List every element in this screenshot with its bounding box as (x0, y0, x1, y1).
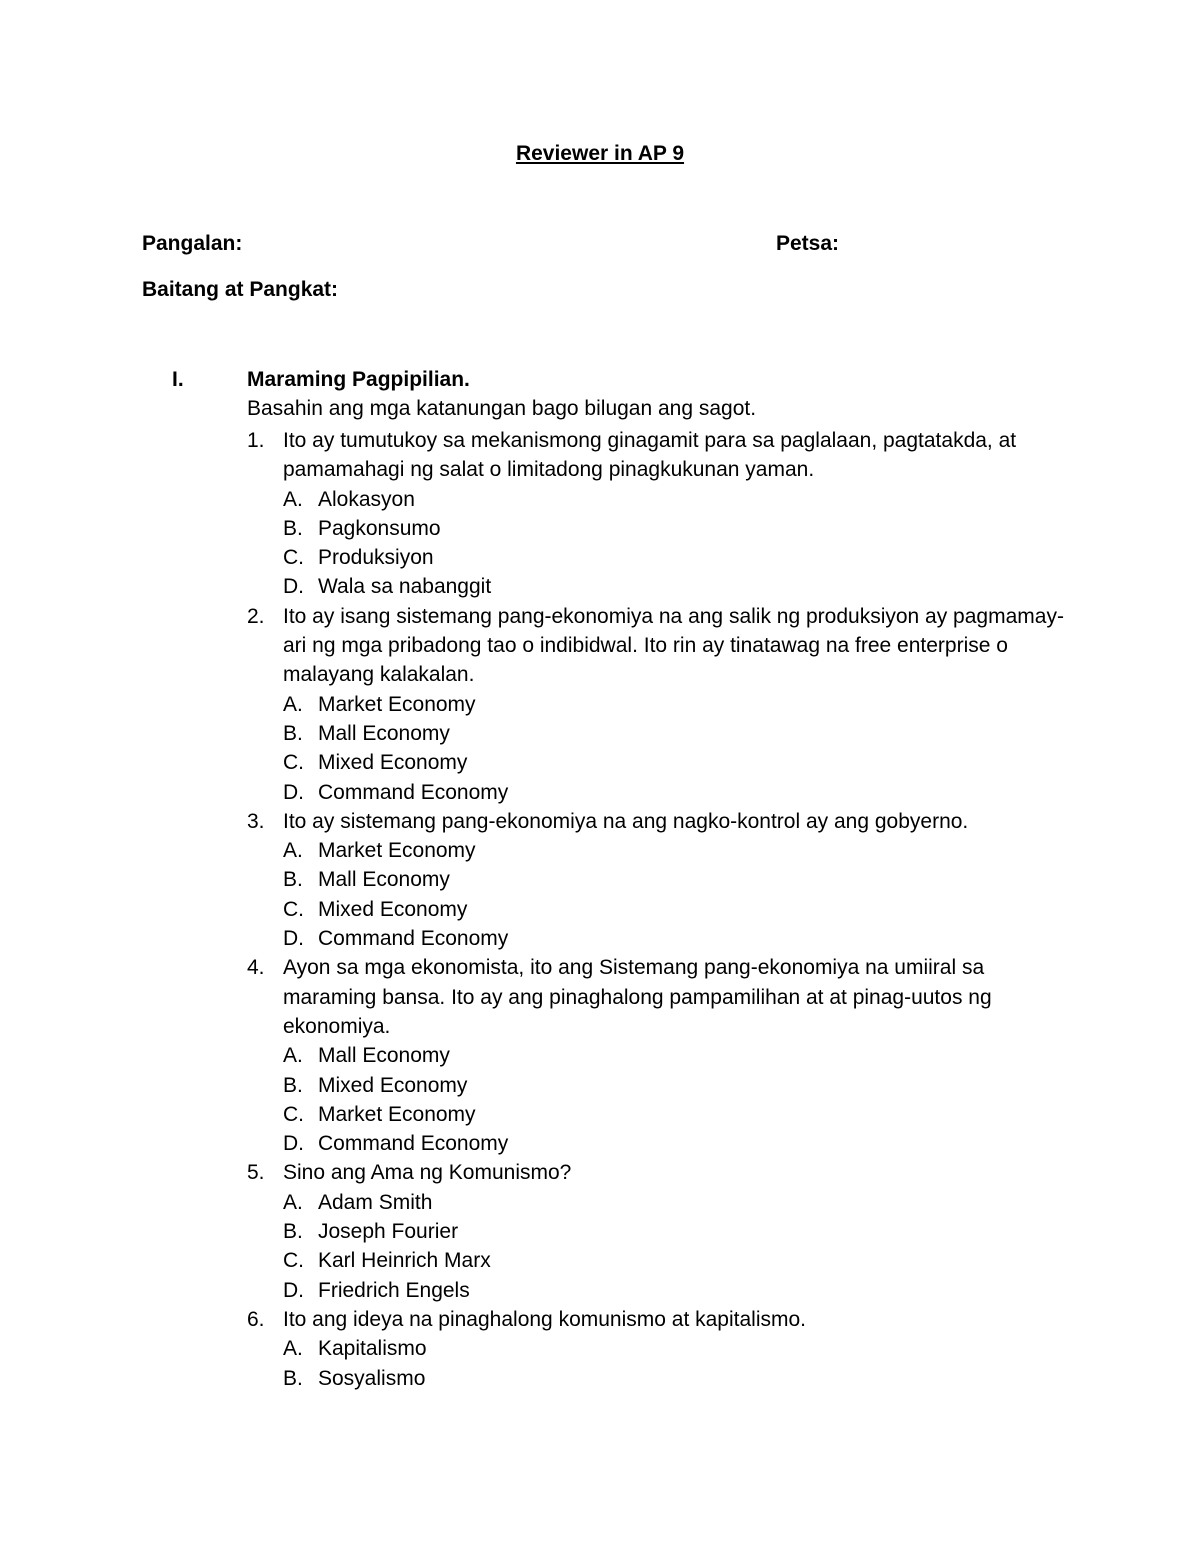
answer-choice (283, 690, 1067, 719)
question-item (247, 807, 1067, 953)
choice-text: Command Economy (318, 927, 509, 951)
question-number: 3. (247, 809, 265, 833)
choice-letter: B. (283, 516, 303, 540)
question-body (283, 807, 1067, 953)
question-item (247, 602, 1067, 807)
choice-text: Alokasyon (318, 487, 415, 511)
section-number: I. (172, 368, 184, 391)
answer-choice (283, 1246, 1067, 1275)
answer-choice (283, 719, 1067, 748)
answer-choice (283, 1100, 1067, 1129)
answer-choice (283, 1188, 1067, 1217)
answer-choice (283, 1364, 1067, 1393)
answer-choice (283, 1217, 1067, 1246)
answer-choice (283, 895, 1067, 924)
answer-choice (283, 1041, 1067, 1070)
name-field-label: Pangalan: (142, 232, 243, 255)
choice-text: Market Economy (318, 692, 476, 716)
choice-text: Pagkonsumo (318, 516, 441, 540)
choice-letter: A. (283, 487, 303, 511)
answer-choice (283, 1334, 1067, 1363)
choice-text: Command Economy (318, 780, 509, 804)
choice-text: Joseph Fourier (318, 1220, 459, 1244)
question-body (283, 1305, 1067, 1393)
choice-letter: B. (283, 1220, 303, 1244)
choice-text: Kapitalismo (318, 1337, 427, 1361)
question-body (283, 953, 1067, 1158)
answer-choice (283, 572, 1067, 601)
answer-choice (283, 485, 1067, 514)
question-text: Ayon sa mga ekonomista, ito ang Sistemang pang-ekonomiya na umiiral sa maraming bansa. Ito ay ang pinaghalong pampamilihan at at pinag-uutos ng ekonomiya. (283, 956, 992, 1038)
choice-text: Mall Economy (318, 1044, 450, 1068)
choice-letter: C. (283, 751, 304, 775)
answer-choice (283, 514, 1067, 543)
choice-text: Mall Economy (318, 721, 450, 745)
choice-text: Karl Heinrich Marx (318, 1249, 491, 1273)
answer-choice (283, 924, 1067, 953)
choice-letter: C. (283, 897, 304, 921)
choice-text: Sosyalismo (318, 1366, 426, 1390)
document-title: Reviewer in AP 9 (515, 142, 685, 165)
question-body (283, 426, 1067, 602)
answer-choice (283, 778, 1067, 807)
choice-letter: B. (283, 721, 303, 745)
answer-choice (283, 1276, 1067, 1305)
answer-choice (283, 748, 1067, 777)
question-body (283, 602, 1067, 807)
question-number: 2. (247, 604, 265, 628)
question-text: Ito ay tumutukoy sa mekanismong ginagamit para sa paglalaan, pagtatakda, at pamamahagi ng salat o limitadong pinagkukunan yaman. (283, 429, 1017, 482)
question-number: 1. (247, 429, 265, 452)
choice-letter: A. (283, 692, 303, 716)
question-text: Ito ay sistemang pang-ekonomiya na ang nagko-kontrol ay ang gobyerno. (283, 809, 969, 833)
question-item (247, 1158, 1067, 1304)
question-text: Ito ang ideya na pinaghalong komunismo at kapitalismo. (283, 1307, 806, 1331)
question-body (283, 1158, 1067, 1304)
choice-letter: D. (283, 1132, 304, 1156)
choice-text: Adam Smith (318, 1190, 433, 1214)
choice-text: Mixed Economy (318, 751, 468, 775)
choice-letter: C. (283, 1102, 304, 1126)
question-text: Ito ay isang sistemang pang-ekonomiya na ang salik ng produksiyon ay pagmamay-ari ng mga pribadong tao o indibidwal. Ito rin ay tinatawag na free enterprise o malayang kalakalan. (283, 604, 1064, 687)
section-title: Maraming Pagpipilian. (247, 368, 470, 391)
choice-letter: C. (283, 1249, 304, 1273)
choice-letter: D. (283, 780, 304, 804)
choice-letter: B. (283, 1366, 303, 1390)
choice-letter: D. (283, 575, 304, 599)
question-number: 5. (247, 1161, 265, 1185)
choice-letter: A. (283, 1044, 303, 1068)
choice-text: Mall Economy (318, 868, 450, 892)
question-text: Sino ang Ama ng Komunismo? (283, 1161, 572, 1185)
question-item (247, 426, 1067, 602)
choice-text: Mixed Economy (318, 1073, 468, 1097)
question-number: 6. (247, 1307, 265, 1331)
choice-text: Wala sa nabanggit (318, 575, 492, 599)
grade-section-field-label: Baitang at Pangkat: (142, 278, 339, 301)
choice-letter: D. (283, 927, 304, 951)
choice-text: Friedrich Engels (318, 1278, 470, 1302)
date-field-label: Petsa: (776, 232, 840, 255)
question-item (247, 953, 1067, 1158)
choice-letter: A. (283, 839, 303, 863)
choice-letter: B. (283, 868, 303, 892)
choice-text: Market Economy (318, 839, 476, 863)
answer-choice (283, 1071, 1067, 1100)
answer-choice (283, 543, 1067, 572)
answer-choice (283, 865, 1067, 894)
choice-text: Market Economy (318, 1102, 476, 1126)
section-instructions: Basahin ang mga katanungan bago bilugan ang sagot. (247, 397, 757, 420)
question-number: 4. (247, 956, 265, 980)
question-list (247, 426, 1067, 1393)
choice-letter: D. (283, 1278, 304, 1302)
choice-letter: A. (283, 1190, 303, 1214)
question-item (247, 1305, 1067, 1393)
choice-text: Mixed Economy (318, 897, 468, 921)
choice-text: Command Economy (318, 1132, 509, 1156)
choice-letter: C. (283, 546, 304, 570)
choice-letter: A. (283, 1337, 303, 1361)
answer-choice (283, 836, 1067, 865)
choice-letter: B. (283, 1073, 303, 1097)
answer-choice (283, 1129, 1067, 1158)
choice-text: Produksiyon (318, 546, 434, 570)
